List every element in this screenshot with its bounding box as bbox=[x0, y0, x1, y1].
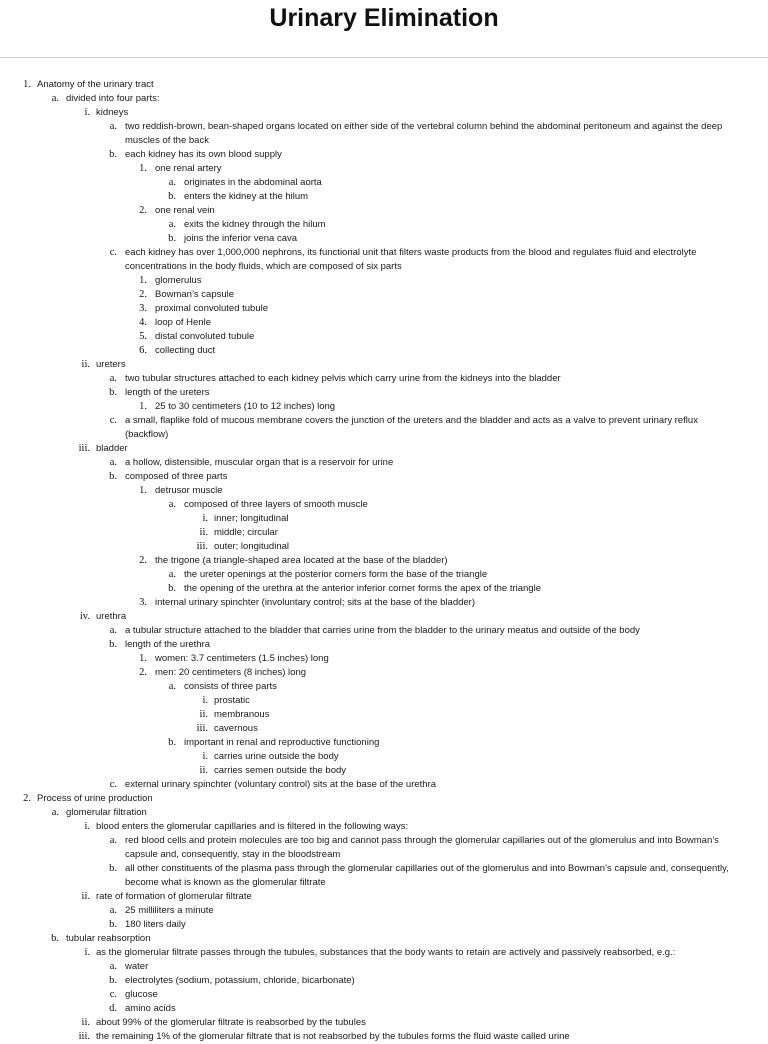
outline-item bbox=[0, 960, 768, 974]
outline-text: composed of three layers of smooth muscle bbox=[184, 499, 368, 510]
outline-marker: d. bbox=[109, 1003, 117, 1014]
outline-item bbox=[0, 638, 768, 652]
outline-item bbox=[0, 386, 768, 400]
outline-text: the opening of the urethra at the anterior inferior corner forms the apex of the triangle bbox=[184, 583, 541, 594]
outline-item bbox=[0, 778, 768, 792]
outline-text: cavernous bbox=[214, 723, 258, 734]
outline-content bbox=[0, 78, 768, 1044]
outline-marker: b. bbox=[109, 639, 117, 650]
outline-text: a hollow, distensible, muscular organ that is a reservoir for urine bbox=[125, 457, 394, 468]
outline-item bbox=[0, 106, 768, 120]
outline-text: composed of three parts bbox=[125, 471, 228, 482]
title-divider bbox=[0, 57, 768, 58]
outline-marker: b. bbox=[109, 863, 117, 874]
outline-marker: b. bbox=[109, 975, 117, 986]
outline-marker: a. bbox=[109, 457, 117, 468]
outline-text: length of the urethra bbox=[125, 639, 211, 650]
outline-item bbox=[0, 652, 768, 666]
outline-marker: a. bbox=[168, 177, 176, 188]
outline-item bbox=[0, 148, 768, 162]
outline-item bbox=[0, 344, 768, 358]
outline-marker: b. bbox=[168, 737, 176, 748]
outline-text: external urinary spinchter (voluntary control) sits at the base of the urethra bbox=[125, 779, 437, 790]
outline-item bbox=[0, 834, 768, 862]
outline-text: consists of three parts bbox=[184, 681, 277, 692]
outline-text: loop of Henle bbox=[155, 317, 211, 328]
outline-marker: c. bbox=[109, 415, 117, 426]
outline-marker: ii. bbox=[81, 359, 90, 370]
outline-item bbox=[0, 1030, 768, 1044]
outline-item bbox=[0, 330, 768, 344]
outline-marker: 1. bbox=[139, 653, 147, 664]
outline-text: water bbox=[125, 961, 149, 972]
outline-marker: 1. bbox=[139, 485, 147, 496]
outline-marker: 1. bbox=[139, 163, 147, 174]
outline-marker: 6. bbox=[139, 345, 147, 356]
outline-text: women: 3.7 centimeters (1.5 inches) long bbox=[155, 653, 329, 664]
outline-marker: b. bbox=[168, 583, 176, 594]
outline-text: Process of urine production bbox=[37, 793, 153, 804]
outline-text: enters the kidney at the hilum bbox=[184, 191, 309, 202]
outline-item bbox=[0, 806, 768, 820]
outline-item bbox=[0, 904, 768, 918]
outline-marker: 1. bbox=[139, 275, 147, 286]
outline-marker: i. bbox=[84, 821, 90, 832]
outline-item bbox=[0, 624, 768, 638]
outline-text: a tubular structure attached to the bladder that carries urine from the bladder to the urinary meatus and outside of the body bbox=[125, 625, 640, 636]
outline-text: electrolytes (sodium, potassium, chloride, bicarbonate) bbox=[125, 975, 355, 986]
outline-item bbox=[0, 820, 768, 834]
outline-text: membranous bbox=[214, 709, 270, 720]
outline-item bbox=[0, 974, 768, 988]
outline-marker: a. bbox=[168, 219, 176, 230]
outline-text: inner; longitudinal bbox=[214, 513, 289, 524]
outline-text: proximal convoluted tubule bbox=[155, 303, 269, 314]
outline-marker: b. bbox=[109, 387, 117, 398]
outline-text: one renal vein bbox=[155, 205, 215, 216]
outline-text: the ureter openings at the posterior corners form the base of the triangle bbox=[184, 569, 488, 580]
outline-item bbox=[0, 316, 768, 330]
outline-marker: b. bbox=[168, 191, 176, 202]
outline-marker: i. bbox=[84, 947, 90, 958]
outline-item bbox=[0, 456, 768, 470]
outline-text: 25 milliliters a minute bbox=[125, 905, 214, 916]
outline-item bbox=[0, 680, 768, 694]
outline-marker: b. bbox=[51, 933, 59, 944]
outline-marker: a. bbox=[109, 905, 117, 916]
outline-item bbox=[0, 526, 768, 540]
outline-text: carries semen outside the body bbox=[214, 765, 347, 776]
outline-item bbox=[0, 302, 768, 316]
outline-item bbox=[0, 204, 768, 218]
outline-text: one renal artery bbox=[155, 163, 222, 174]
outline-text: important in renal and reproductive functioning bbox=[184, 737, 380, 748]
outline-marker: 2. bbox=[23, 793, 31, 804]
outline-text: men: 20 centimeters (8 inches) long bbox=[155, 667, 307, 678]
outline-item bbox=[0, 288, 768, 302]
outline-text: tubular reabsorption bbox=[66, 933, 151, 944]
outline-marker: iii. bbox=[196, 541, 208, 552]
outline-marker: 3. bbox=[139, 303, 147, 314]
outline-marker: a. bbox=[109, 121, 117, 132]
outline-item bbox=[0, 120, 768, 148]
outline-text: a small, flaplike fold of mucous membrane covers the junction of the ureters and the bladder and acts as a valve to prevent urinary reflux (backflow) bbox=[125, 415, 698, 440]
outline-item bbox=[0, 722, 768, 736]
outline-item bbox=[0, 932, 768, 946]
outline-marker: iii. bbox=[196, 723, 208, 734]
outline-item bbox=[0, 596, 768, 610]
outline-marker: ii. bbox=[199, 527, 208, 538]
outline-item bbox=[0, 764, 768, 778]
outline-marker: b. bbox=[109, 149, 117, 160]
outline-item bbox=[0, 946, 768, 960]
outline-text: distal convoluted tubule bbox=[155, 331, 255, 342]
outline-text: length of the ureters bbox=[125, 387, 210, 398]
outline-text: detrusor muscle bbox=[155, 485, 223, 496]
outline-marker: c. bbox=[109, 247, 117, 258]
outline-text: glomerular filtration bbox=[66, 807, 147, 818]
outline-text: collecting duct bbox=[155, 345, 216, 356]
outline-text: two tubular structures attached to each kidney pelvis which carry urine from the kidneys into the bladder bbox=[125, 373, 561, 384]
outline-text: originates in the abdominal aorta bbox=[184, 177, 322, 188]
outline-marker: 1. bbox=[23, 79, 31, 90]
outline-item bbox=[0, 610, 768, 624]
outline-text: two reddish-brown, bean-shaped organs located on either side of the vertebral column behind the abdominal peritoneum and against the deep muscles of the back bbox=[125, 121, 723, 146]
outline-text: internal urinary spinchter (involuntary control; sits at the base of the bladder) bbox=[155, 597, 475, 608]
outline-text: glucose bbox=[125, 989, 158, 1000]
outline-item bbox=[0, 92, 768, 106]
outline-item bbox=[0, 274, 768, 288]
outline-item bbox=[0, 442, 768, 456]
outline-marker: 1. bbox=[139, 401, 147, 412]
outline-item bbox=[0, 988, 768, 1002]
outline-marker: i. bbox=[202, 751, 208, 762]
outline-item bbox=[0, 666, 768, 680]
outline-item bbox=[0, 568, 768, 582]
outline-item bbox=[0, 176, 768, 190]
outline-marker: i. bbox=[202, 695, 208, 706]
outline-item bbox=[0, 736, 768, 750]
outline-text: 25 to 30 centimeters (10 to 12 inches) long bbox=[155, 401, 336, 412]
outline-marker: a. bbox=[109, 373, 117, 384]
outline-item bbox=[0, 484, 768, 498]
outline-text: divided into four parts: bbox=[66, 93, 160, 104]
outline-marker: i. bbox=[202, 513, 208, 524]
outline-marker: 2. bbox=[139, 205, 147, 216]
outline-text: 180 liters daily bbox=[125, 919, 186, 930]
outline-item bbox=[0, 750, 768, 764]
outline-item bbox=[0, 246, 768, 274]
outline-item bbox=[0, 470, 768, 484]
outline-item bbox=[0, 498, 768, 512]
outline-item bbox=[0, 1002, 768, 1016]
outline-marker: iv. bbox=[79, 611, 90, 622]
outline-marker: ii. bbox=[199, 765, 208, 776]
outline-marker: 4. bbox=[139, 317, 147, 328]
outline-text: carries urine outside the body bbox=[214, 751, 339, 762]
outline-text: prostatic bbox=[214, 695, 250, 706]
outline-marker: ii. bbox=[81, 891, 90, 902]
outline-text: Bowman’s capsule bbox=[155, 289, 235, 300]
outline-item bbox=[0, 792, 768, 806]
outline-text: blood enters the glomerular capillaries and is filtered in the following ways: bbox=[96, 821, 409, 832]
outline-item bbox=[0, 862, 768, 890]
outline-text: middle; circular bbox=[214, 527, 278, 538]
outline-item bbox=[0, 400, 768, 414]
outline-marker: iii. bbox=[78, 443, 90, 454]
outline-item bbox=[0, 540, 768, 554]
outline-marker: ii. bbox=[81, 1017, 90, 1028]
outline-marker: a. bbox=[168, 681, 176, 692]
outline-marker: 2. bbox=[139, 555, 147, 566]
outline-text: rate of formation of glomerular filtrate bbox=[96, 891, 252, 902]
outline-text: ureters bbox=[96, 359, 126, 370]
outline-item bbox=[0, 1016, 768, 1030]
outline-text: about 99% of the glomerular filtrate is reabsorbed by the tubules bbox=[96, 1017, 366, 1028]
outline-text: kidneys bbox=[96, 107, 129, 118]
outline-text: glomerulus bbox=[155, 275, 202, 286]
outline-item bbox=[0, 694, 768, 708]
outline-marker: ii. bbox=[199, 709, 208, 720]
outline-marker: a. bbox=[51, 93, 59, 104]
outline-marker: a. bbox=[109, 625, 117, 636]
outline-marker: b. bbox=[168, 233, 176, 244]
outline-item bbox=[0, 554, 768, 568]
page-title: Urinary Elimination bbox=[269, 4, 499, 32]
outline-marker: 5. bbox=[139, 331, 147, 342]
outline-item bbox=[0, 162, 768, 176]
outline-text: exits the kidney through the hilum bbox=[184, 219, 326, 230]
outline-text: urethra bbox=[96, 611, 127, 622]
outline-text: as the glomerular filtrate passes through the tubules, substances that the body wants to retain are actively and passively reabsorbed, e.g.: bbox=[96, 947, 676, 958]
outline-marker: b. bbox=[109, 471, 117, 482]
outline-text: all other constituents of the plasma pass through the glomerular capillaries out of the glomerulus and into Bowman’s capsule and, consequently, become what is known as the glomerular filtrate bbox=[125, 863, 729, 888]
outline-item bbox=[0, 190, 768, 204]
outline-text: the trigone (a triangle-shaped area located at the base of the bladder) bbox=[155, 555, 448, 566]
outline-item bbox=[0, 78, 768, 92]
outline-marker: a. bbox=[51, 807, 59, 818]
outline-marker: i. bbox=[84, 107, 90, 118]
outline-marker: iii. bbox=[78, 1031, 90, 1042]
outline-item bbox=[0, 372, 768, 386]
outline-marker: a. bbox=[109, 835, 117, 846]
outline-marker: 2. bbox=[139, 667, 147, 678]
outline-marker: c. bbox=[109, 989, 117, 1000]
outline-text: the remaining 1% of the glomerular filtrate that is not reabsorbed by the tubules forms the fluid waste called urine bbox=[96, 1031, 570, 1042]
outline-item bbox=[0, 232, 768, 246]
outline-marker: a. bbox=[109, 961, 117, 972]
outline-text: red blood cells and protein molecules are too big and cannot pass through the glomerular capillaries out of the glomerulus and into Bowman’s capsule and, consequently, stay in the bloodstream bbox=[125, 835, 719, 860]
outline-marker: 2. bbox=[139, 289, 147, 300]
outline-marker: 3. bbox=[139, 597, 147, 608]
outline-item bbox=[0, 414, 768, 442]
outline-marker: c. bbox=[109, 779, 117, 790]
outline-item bbox=[0, 890, 768, 904]
outline-item bbox=[0, 358, 768, 372]
outline-marker: b. bbox=[109, 919, 117, 930]
outline-item bbox=[0, 582, 768, 596]
outline-text: bladder bbox=[96, 443, 128, 454]
outline-marker: a. bbox=[168, 569, 176, 580]
outline-text: outer; longitudinal bbox=[214, 541, 289, 552]
outline-item bbox=[0, 918, 768, 932]
outline-item bbox=[0, 512, 768, 526]
outline-item bbox=[0, 218, 768, 232]
outline-text: each kidney has its own blood supply bbox=[125, 149, 282, 160]
outline-text: amino acids bbox=[125, 1003, 176, 1014]
outline-text: Anatomy of the urinary tract bbox=[37, 79, 154, 90]
outline-text: each kidney has over 1,000,000 nephrons, its functional unit that filters waste products from the blood and regulates fluid and electrolyte concentrations in the body fluids, which are composed of six parts bbox=[125, 247, 697, 272]
outline-marker: a. bbox=[168, 499, 176, 510]
outline-item bbox=[0, 708, 768, 722]
outline-text: joins the inferior vena cava bbox=[184, 233, 298, 244]
